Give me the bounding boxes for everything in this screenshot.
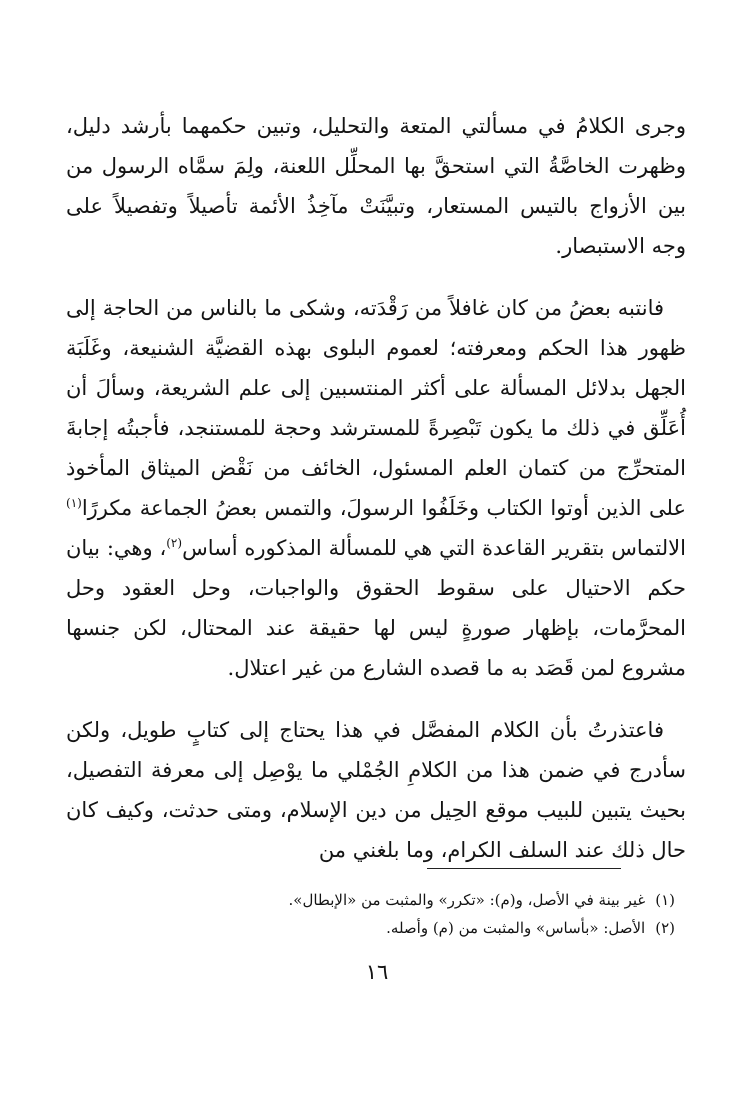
paragraph-1-text: وجرى الكلامُ في مسألتي المتعة والتحليل، وتبين حكمهما بأرشد دليل، وظهرت الخاصَّةُ التي استحقَّ بها المحلِّل اللعنة، ولِمَ سمَّاه الرسول من بين الأزواج بالتيس المستعار، وتبيَّنَتْ مآخِذُ الأئمة تأصيلاً وتفصيلاً على وجه الاستبصار. bbox=[66, 114, 686, 258]
paragraph-2-text-a: فانتبه بعضُ من كان غافلاً من رَقْدَته، وشكى ما بالناس من الحاجة إلى ظهور هذا الحكم ومعرفته؛ لعموم البلوى بهذه القضيَّة الشنيعة، وغَلَبَة الجهل بدلائل المسألة على أكثر المنتسبين إلى علم الشريعة، وسألَ أن أُعَلِّق في ذلك ما يكون تَبْصِرةً للمسترشد وحجة للمستنجد، فأجبتُه إجابةَ المتحرِّج من كتمان العلم المسئول، الخائف من نَقْض الميثاق المأخوذ على الذين أوتوا الكتاب وخَلَفُوا الرسولَ، والتمس بعضُ الجماعة مكررًا bbox=[66, 296, 686, 520]
footnotes bbox=[120, 886, 675, 942]
paragraph-3 bbox=[66, 710, 686, 870]
paragraph-3-text: فاعتذرتُ بأن الكلام المفصَّل في هذا يحتاج إلى كتابٍ طويل، ولكن سأدرج في ضمن هذا من الكلامِ الجُمْلي ما يوْصِل إلى معرفة التفصيل، بحيث يتبين للبيب موقع الحِيل من دين الإسلام، ومتى حدثت، وكيف كان حال ذلك عند السلف الكرام، وما بلغني من bbox=[66, 718, 686, 862]
paragraph-2-text-b: الالتماس بتقرير القاعدة التي هي للمسألة المذكوره أساس bbox=[182, 536, 686, 560]
footnote-1 bbox=[120, 886, 675, 914]
paragraph-2-text-c: ، وهي: بيان حكم الاحتيال على سقوط الحقوق والواجبات، وحل العقود وحل المحرَّمات، بإظهار صورةٍ ليس لها حقيقة عند المحتال، لكن جنسها مشروع لمن قَصَد به ما قصده الشارع من غير اعتلال. bbox=[66, 536, 686, 680]
footnote-ref-2: (٢) bbox=[166, 536, 183, 550]
paragraph-1 bbox=[66, 106, 686, 266]
footnote-2 bbox=[120, 914, 675, 942]
footnote-1-number: (١) bbox=[655, 891, 675, 909]
page-number: ١٦ bbox=[365, 960, 389, 984]
footnote-2-number: (٢) bbox=[655, 919, 675, 937]
main-text bbox=[66, 106, 686, 870]
footnote-divider bbox=[427, 868, 621, 869]
paragraph-2 bbox=[66, 288, 686, 688]
footnote-ref-1: (١) bbox=[66, 496, 82, 510]
footnote-1-text: غير بينة في الأصل، و(م): «تكرر» والمثبت من «الإبطال». bbox=[288, 891, 646, 909]
footnote-2-text: الأصل: «بأساس» والمثبت من (م) وأصله. bbox=[386, 919, 646, 937]
